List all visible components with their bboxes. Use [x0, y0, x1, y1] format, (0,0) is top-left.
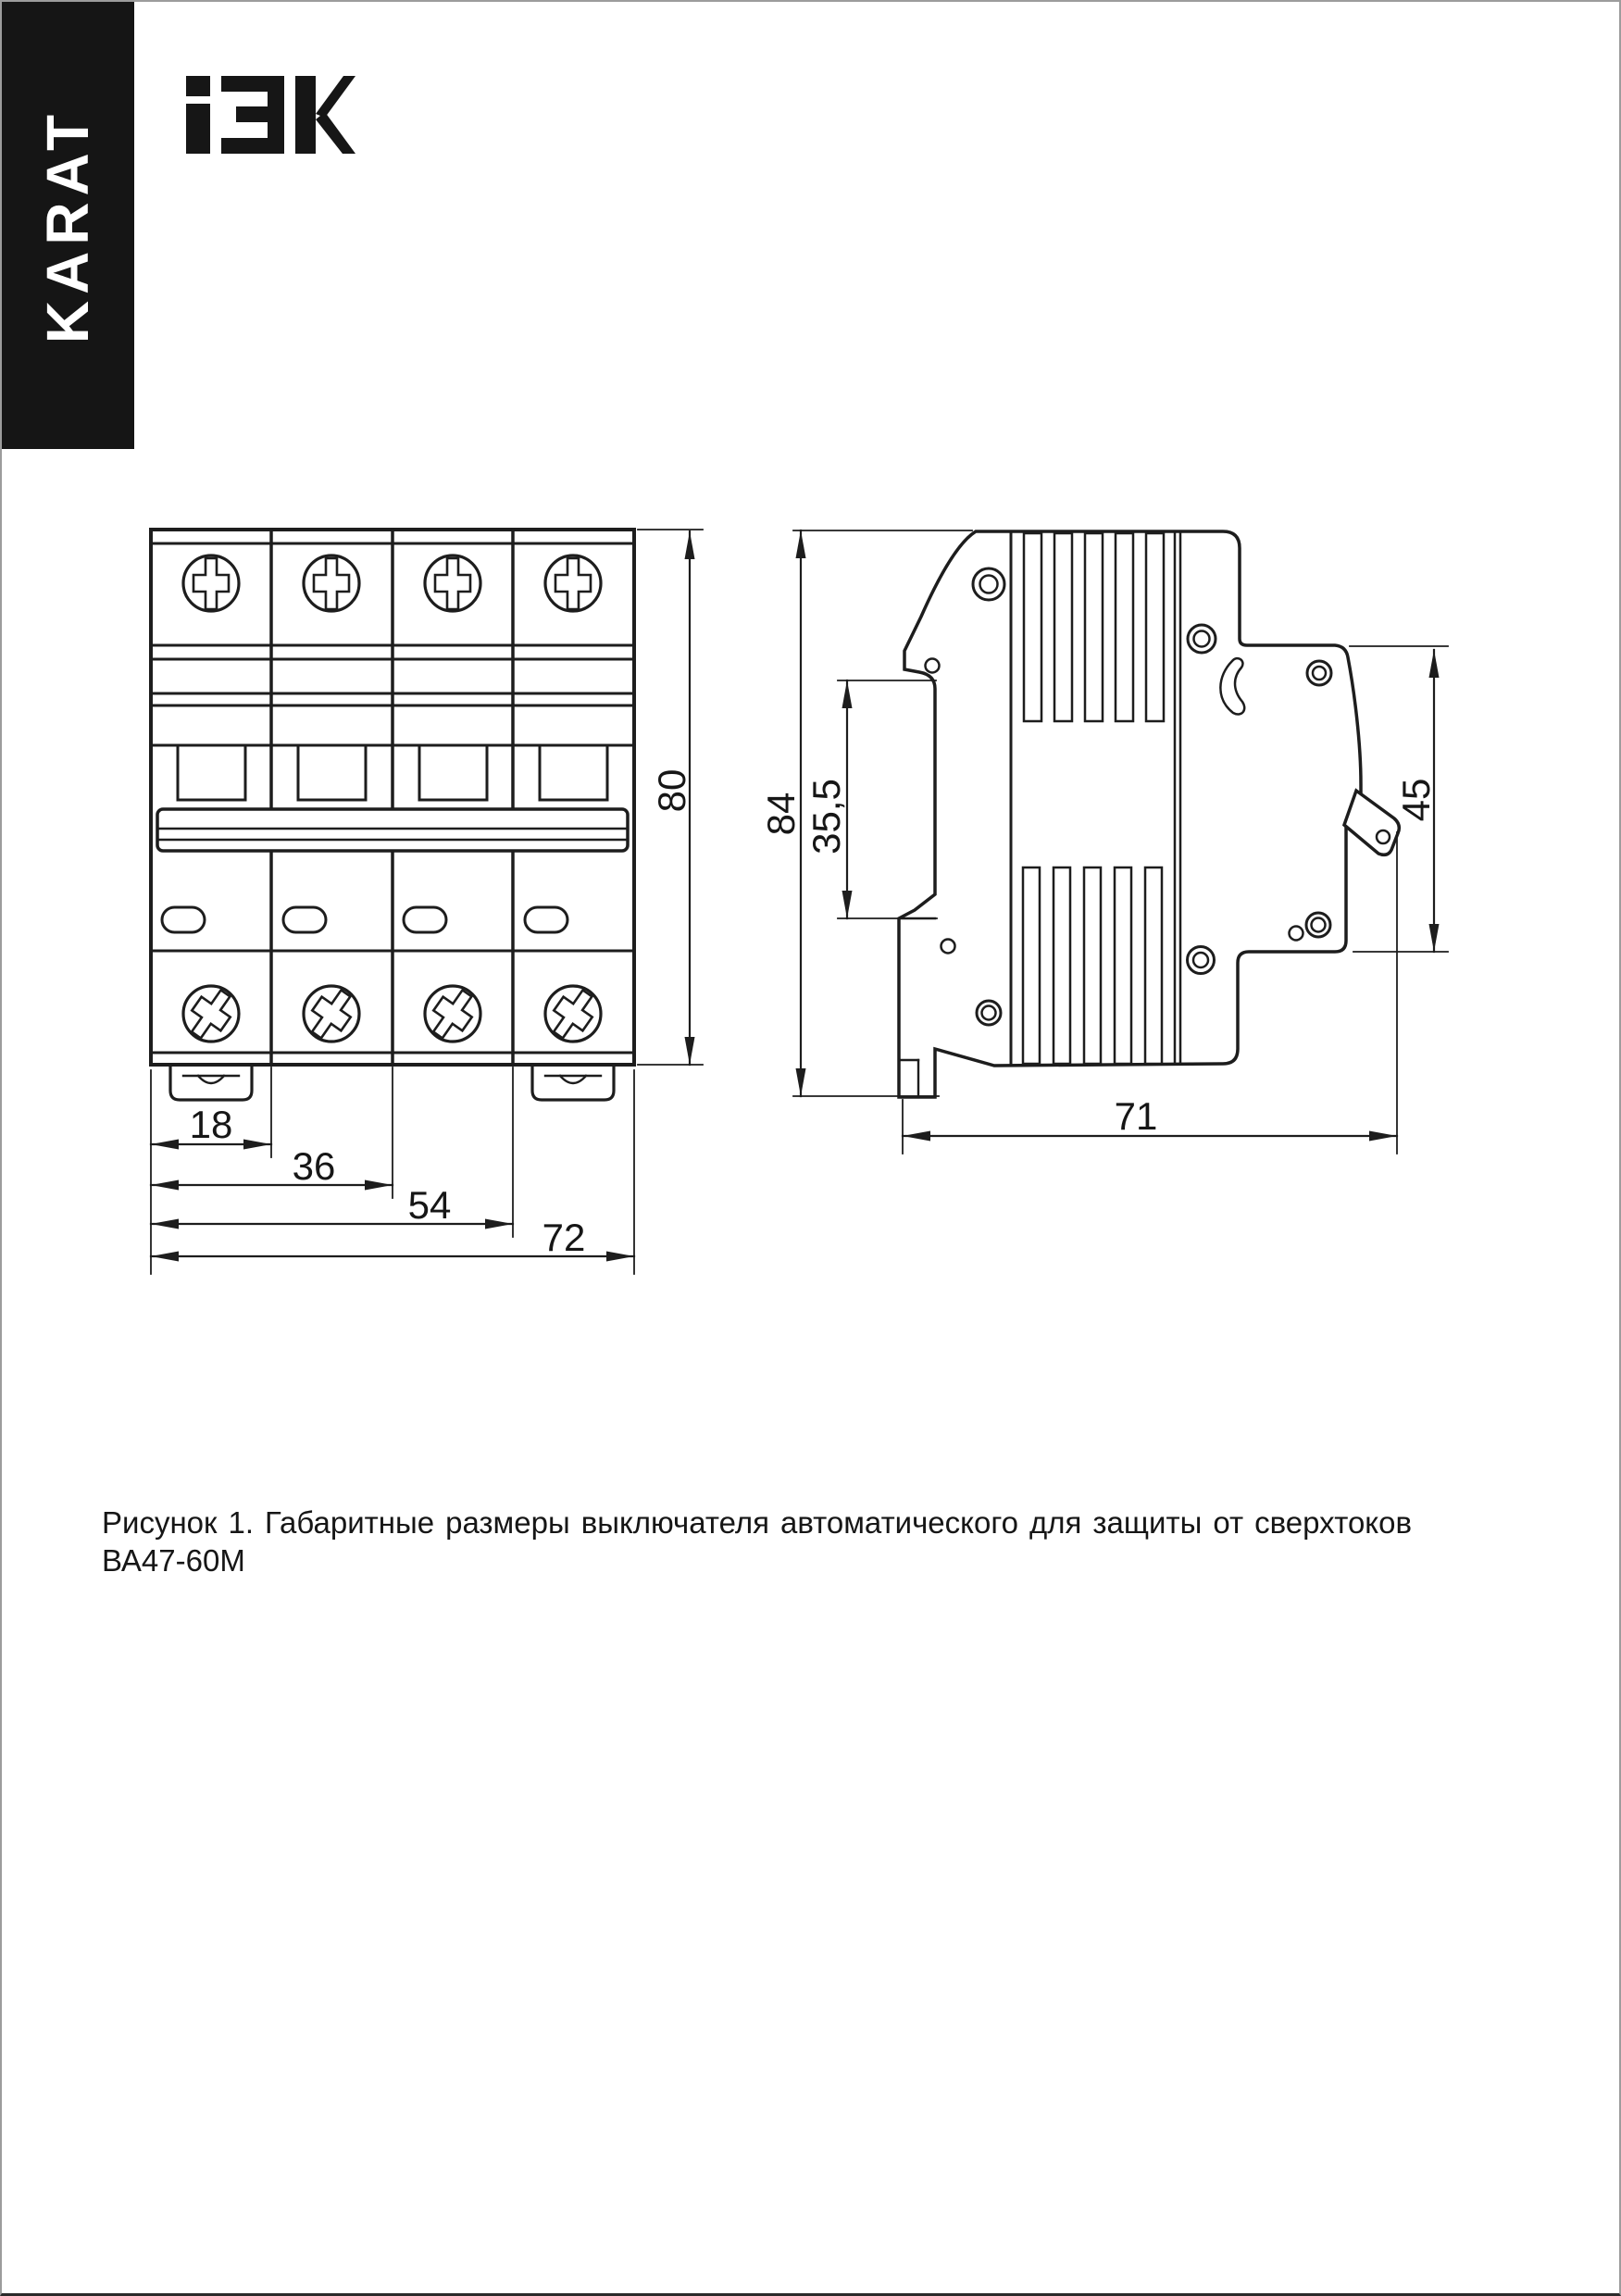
dim-label-35-5: 35,5 — [804, 779, 848, 855]
rivet-icon — [1188, 625, 1216, 653]
vent-slot — [1023, 867, 1040, 1064]
latch-pin — [1377, 830, 1390, 843]
rivet-icon — [977, 1001, 1001, 1025]
din-clip — [170, 1065, 252, 1100]
figure-caption: Рисунок 1. Габаритные размеры выключателя автоматического для защиты от сверхтоков ВА47-60М — [102, 1505, 1412, 1578]
pin-hole — [926, 659, 940, 673]
dim-label-84: 84 — [759, 792, 803, 836]
vent-slot — [1054, 533, 1072, 721]
dim-label-72: 72 — [542, 1216, 586, 1259]
rivet-icon — [973, 568, 1004, 600]
toggle-window — [540, 745, 607, 800]
toggle-window — [419, 745, 487, 800]
marking-window — [283, 907, 326, 932]
dim-label-36: 36 — [292, 1144, 336, 1188]
vent-slot — [1146, 533, 1164, 721]
dim-label-71: 71 — [1114, 1094, 1158, 1138]
toggle-window — [178, 745, 245, 800]
marking-window — [162, 907, 205, 932]
vent-slot — [1116, 533, 1133, 721]
vent-slot — [1024, 533, 1041, 721]
rivet-icon — [1306, 913, 1330, 937]
vent-slot — [1084, 867, 1101, 1064]
dim-label-80: 80 — [650, 768, 693, 813]
pin-hole — [1290, 927, 1303, 941]
toggle-window — [298, 745, 366, 800]
rivet-icon — [1307, 661, 1331, 685]
vent-slot — [1145, 867, 1162, 1064]
marking-window — [525, 907, 567, 932]
screw-icon — [425, 555, 480, 611]
terminal-latch — [1344, 791, 1399, 855]
dim-label-18: 18 — [189, 1103, 233, 1146]
vent-slot — [1054, 867, 1070, 1064]
dim-label-45: 45 — [1394, 778, 1438, 822]
pin-hole — [941, 940, 955, 954]
screw-icon — [545, 555, 601, 611]
vent-slot — [1085, 533, 1103, 721]
marking-window — [404, 907, 446, 932]
screw-icon — [183, 555, 239, 611]
din-clip — [532, 1065, 614, 1100]
rivet-icon — [1188, 947, 1215, 974]
side-view-drawing — [759, 530, 1448, 1154]
front-view-drawing — [151, 530, 703, 1274]
toggle-tie-bar — [157, 809, 628, 851]
dimension-drawing — [2, 2, 1621, 2296]
dim-label-54: 54 — [407, 1183, 452, 1227]
screw-icon — [304, 555, 359, 611]
vent-slot — [1115, 867, 1131, 1064]
karat-label: KARAT — [34, 107, 102, 343]
